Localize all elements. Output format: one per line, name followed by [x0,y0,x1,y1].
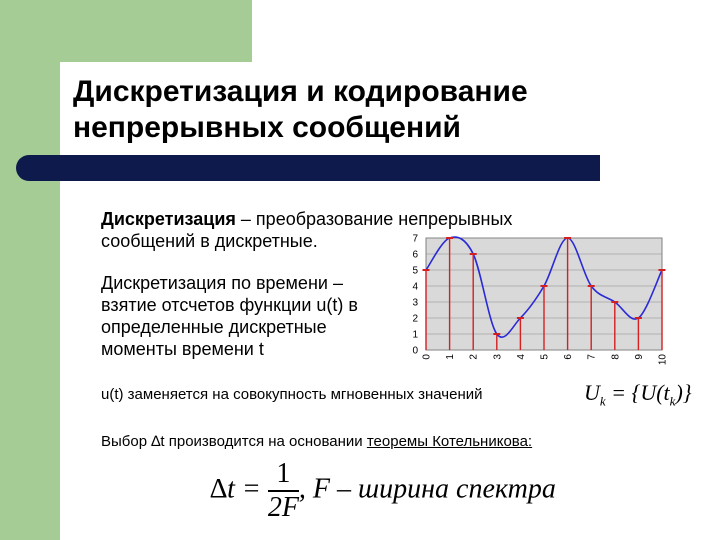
x-tick-label: 10 [657,354,669,366]
x-tick-label: 6 [563,354,575,360]
x-axis-ticks [422,354,669,366]
title-line-1: Дискретизация и кодирование [73,75,528,108]
x-tick-label: 2 [468,354,480,360]
formula-eq: = { [605,380,641,405]
kotelnikov-text [101,431,532,453]
delta-t-formula [210,458,556,524]
y-tick-label: 3 [412,297,418,309]
y-tick-label: 1 [412,329,418,341]
sample-set-formula [584,380,692,409]
x-tick-label: 3 [492,354,504,360]
bar-body [30,155,600,181]
y-tick-label: 2 [412,313,418,325]
kotelnikov-theorem-link[interactable]: теоремы Котельникова: [366,433,533,450]
time-sampling-paragraph: Дискретизация по времени – взятие отсчетов функции u(t) в определенные дискретные моменты времени t [101,273,358,359]
x-tick-label: 4 [515,354,527,360]
x-tick-label: 7 [586,354,598,360]
formula-t: t [663,380,670,405]
x-tick-label: 1 [445,354,457,360]
x-tick-label: 9 [633,354,645,360]
fraction-denominator: 2F [267,492,299,523]
formula-k: k [599,393,606,409]
x-tick-label: 5 [539,354,551,360]
y-tick-label: 5 [412,265,418,277]
y-tick-label: 7 [412,233,418,245]
y-tick-label: 6 [412,249,418,261]
formula-u2: U [640,380,657,405]
fraction [268,458,299,524]
formula-close: )} [675,380,692,405]
title-line-2: непрерывных сообщений [73,111,461,144]
definition-text: – преобразование непрерывных сообщений в дискретные. [101,209,513,251]
y-tick-label: 0 [412,345,418,357]
delta-rest: , F – ширина спектра [298,473,556,505]
formula-u: U [584,380,600,405]
green-side-block [0,0,60,540]
delta-lhs: ∆t = [210,473,268,505]
definition-term: Дискретизация [101,209,236,229]
kotelnikov-pre: Выбор ∆t производится на основании [101,433,367,450]
x-tick-label: 0 [421,354,433,360]
formula-k2: k [669,393,676,409]
formula-open: ( [656,380,664,405]
sampling-chart [400,232,672,378]
x-tick-label: 8 [610,354,622,360]
substitution-text: u(t) заменяется на совокупность мгновенных значений [101,386,483,403]
y-axis-ticks [412,234,418,357]
slide-title [73,74,528,146]
y-tick-label: 4 [412,281,418,293]
fraction-numerator: 1 [268,458,299,492]
title-underline-bar [16,155,600,181]
